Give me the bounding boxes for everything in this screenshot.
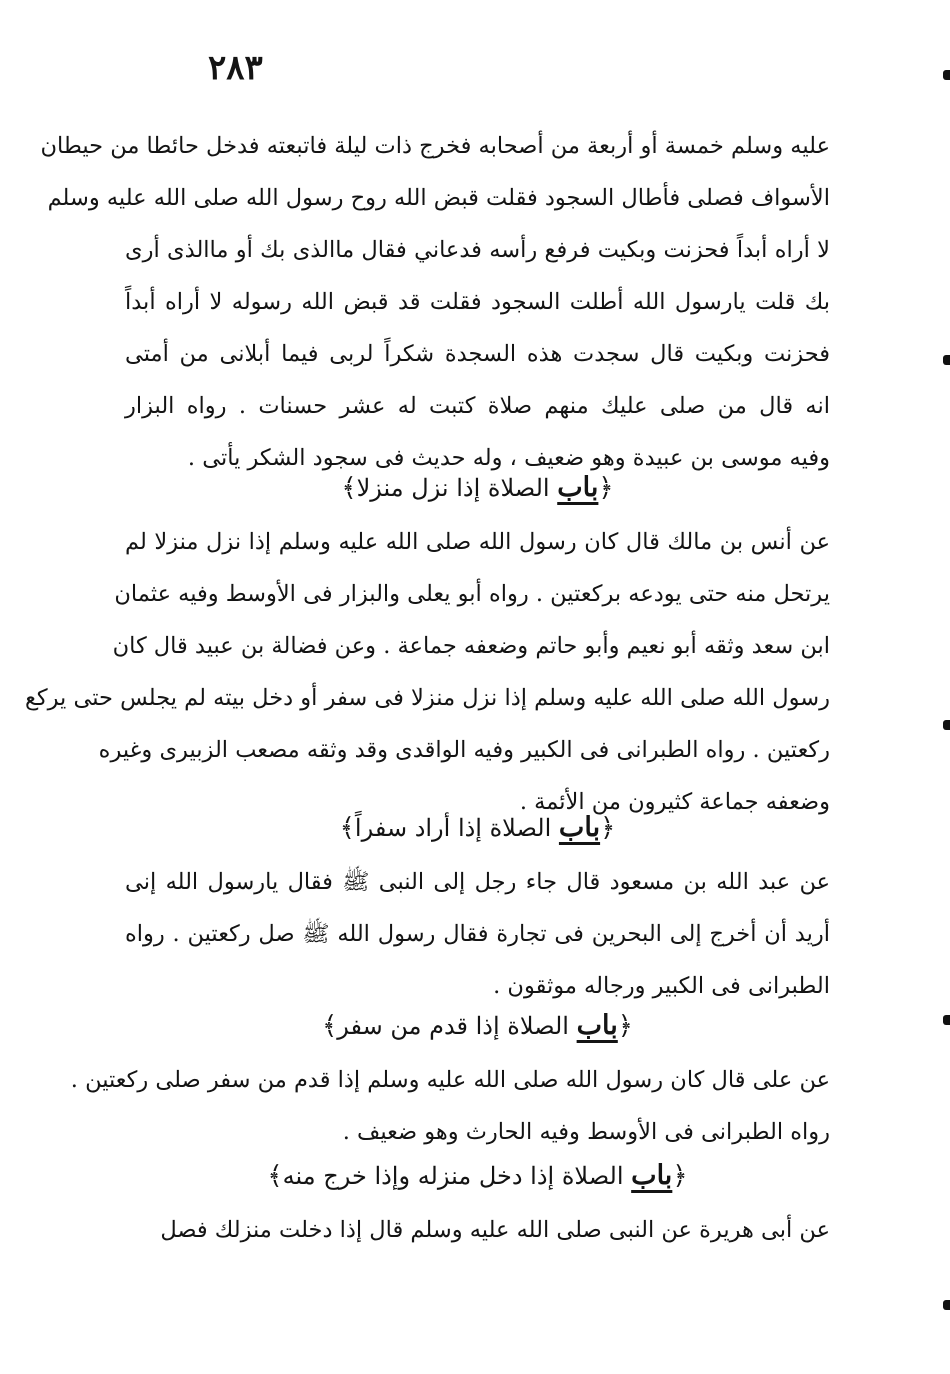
text-line: بك قلت يارسول الله أطلت السجود فقلت قد قبض الله رسوله لا أراه أبداً	[125, 289, 830, 315]
text-line: أريد أن أخرج إلى البحرين فى تجارة فقال رسول الله ﷺ صل ركعتين . رواه	[125, 921, 830, 947]
text-line: لا أراه أبداً فحزنت وبكيت فرفع رأسه فدعاني فقال ماالذى بك أو ماالذى أرى	[125, 237, 830, 263]
section-heading: ﴿باب الصلاة إذا دخل منزله وإذا خرج منه﴾	[267, 1160, 688, 1191]
heading-bab: باب	[557, 472, 599, 503]
text-line: رواه الطبرانى فى الأوسط وفيه الحارث وهو ضعيف .	[342, 1119, 830, 1145]
text-line: وفيه موسى بن عبيدة وهو ضعيف ، وله حديث فى سجود الشكر يأتى .	[187, 445, 830, 471]
text-line: فحزنت وبكيت قال سجدت هذه السجدة شكراً لربى فيما أبلانى من أمتى	[125, 341, 830, 367]
text-line: ابن سعد وثقه أبو نعيم وأبو حاتم وضعفه جماعة . وعن فضالة بن عبيد قال كان	[112, 633, 830, 659]
text-line: عليه وسلم خمسة أو أربعة من أصحابه فخرج ذات ليلة فاتبعته فدخل حائطا من حيطان	[40, 133, 830, 159]
heading-title: الصلاة إذا دخل منزله وإذا خرج منه	[282, 1162, 624, 1190]
text-line: وضعفه جماعة كثيرون من الأئمة .	[519, 789, 830, 815]
edge-mark	[943, 70, 950, 80]
heading-bab: باب	[631, 1160, 673, 1191]
text-line: رسول الله صلى الله عليه وسلم إذا نزل منزلا فى سفر أو دخل بيته لم يجلس حتى يركع	[24, 685, 830, 711]
text-line: عن أبى هريرة عن النبى صلى الله عليه وسلم قال إذا دخلت منزلك فصل	[160, 1217, 830, 1243]
text-line: عن أنس بن مالك قال كان رسول الله صلى الله عليه وسلم إذا نزل منزلا لم	[125, 529, 830, 555]
edge-mark	[943, 1015, 950, 1025]
heading-title: الصلاة إذا قدم من سفر	[337, 1012, 569, 1040]
edge-mark	[943, 720, 950, 730]
heading-title: الصلاة إذا أراد سفراً	[354, 814, 552, 842]
heading-bab: باب	[558, 812, 601, 843]
text-line: يرتحل منه حتى يودعه بركعتين . رواه أبو يعلى والبزار فى الأوسط وفيه عثمان	[114, 581, 830, 607]
text-line: عن عبد الله بن مسعود قال جاء رجل إلى النبى ﷺ فقال يارسول الله إنى	[125, 869, 830, 895]
edge-mark	[943, 355, 950, 365]
edge-mark	[943, 1300, 950, 1310]
heading-title: الصلاة إذا نزل منزلا	[356, 474, 550, 502]
text-line: عن على قال كان رسول الله صلى الله عليه وسلم إذا قدم من سفر صلى ركعتين .	[70, 1067, 830, 1093]
page-number: ٢٨٣	[208, 48, 263, 88]
section-heading: ﴿باب الصلاة إذا قدم من سفر﴾	[321, 1010, 634, 1041]
text-line: الطبرانى فى الكبير ورجاله موثقون .	[493, 973, 830, 999]
section-heading: ﴿باب الصلاة إذا نزل منزلا﴾	[341, 472, 614, 503]
text-line: انه قال من صلى عليك منهم صلاة كتبت له عشر حسنات . رواه البزار	[125, 393, 830, 419]
text-line: الأسواف فصلى فأطال السجود فقلت قبض الله روح رسول الله صلى الله عليه وسلم	[47, 185, 830, 211]
heading-bab: باب	[576, 1010, 618, 1041]
section-heading: ﴿باب الصلاة إذا أراد سفراً﴾	[339, 812, 616, 843]
text-line: ركعتين . رواه الطبرانى فى الكبير وفيه الواقدى وقد وثقه مصعب الزبيرى وغيره	[98, 737, 830, 763]
